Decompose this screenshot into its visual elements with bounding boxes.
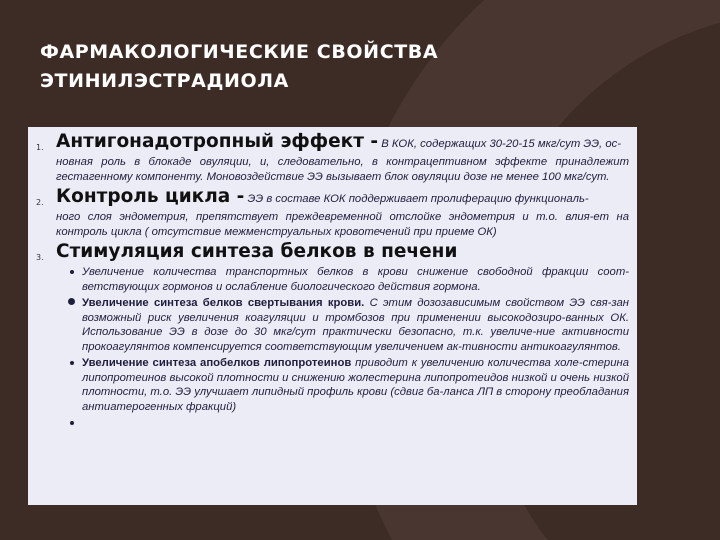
- item-number: 1.: [36, 143, 44, 152]
- list-item-3: [34, 241, 629, 430]
- slide-title: [40, 38, 560, 96]
- item-heading: [56, 131, 629, 155]
- bullet-dot: [70, 270, 74, 274]
- bullet-bold-text: Увеличение синтеза апобелков липопротеинов: [82, 357, 352, 369]
- bullet-item: [56, 296, 629, 354]
- bullet-body-text: приводит к увеличению количества холе-стерина липопротеинов высокой плотности и снижению жолестерина липопротеидов низкой и очень низкой плотности, т.о. ЭЭ улучшает липидный профиль крови (сдвиг ба-ланса ЛП в сторону преобладания антиатерогенных фракций): [82, 357, 629, 413]
- item-number: 3.: [36, 253, 44, 262]
- bullet-dot: [70, 361, 74, 365]
- bullet-text: [82, 356, 629, 414]
- bullet-dot: [70, 421, 74, 425]
- heading-tail-text: В КОК, содержащих 30-20-15 мкг/сут ЭЭ, ос-: [378, 138, 622, 150]
- heading-text: Антигонадотропный эффект -: [56, 131, 379, 152]
- bullet-item: [56, 356, 629, 414]
- bullet-item-empty: [56, 416, 629, 430]
- heading-tail-text: ЭЭ в составе КОК поддерживает пролиферацию функциональ-: [244, 193, 589, 205]
- item-body: новная роль в блокаде овуляции, и, следовательно, в контрацептивном эффекте принадлежит гестагенному компоненту. Моновоздействие ЭЭ вызывает блок овуляции дозе не менее 100 мкг/сут.: [56, 156, 629, 183]
- slide-title-line-2: ЭТИНИЛЭСТРАДИОЛА: [40, 70, 289, 92]
- item-body: ного слоя эндометрия, препятствует преждевременной отслойке эндометрия и т.о. влия-ет на контроль цикла ( отсутствие межменструальных кровотечений при приеме ОК): [56, 211, 629, 238]
- bullet-text: [82, 265, 629, 294]
- bullet-body-text: С этим дозозависимым свойством ЭЭ свя-зан возможный риск увеличения коагуляции и тромбозов при применении высокодозиро-ванных ОК. Использование ЭЭ в дозе до 30 мкг/сут практически безопасно, т.к. увеличе-ние активности прокоагулянтов компенсируется соответствующим увеличением ак-тивности антикоагулянтов.: [82, 297, 629, 353]
- heading-text: Контроль цикла -: [56, 186, 245, 207]
- list-item-1: [34, 131, 629, 184]
- list-item-2: [34, 186, 629, 239]
- slide-title-line-1: ФАРМАКОЛОГИЧЕСКИЕ СВОЙСТВА: [40, 41, 439, 63]
- document-image: [28, 127, 637, 505]
- item-heading: [56, 186, 629, 210]
- bullet-dot: [68, 298, 75, 305]
- bullet-item: [56, 265, 629, 294]
- item-heading: Стимуляция синтеза белков в печени: [56, 241, 458, 262]
- bullet-bold-text: Увеличение синтеза белков свертывания крови.: [82, 297, 365, 309]
- bullet-text: [82, 296, 629, 354]
- item-number: 2.: [36, 198, 44, 207]
- bullet-body-text: Увеличение количества транспортных белков в крови снижение свободной фракции соот-ветствующих гормонов и ослабление биологического действия гормона.: [82, 266, 629, 293]
